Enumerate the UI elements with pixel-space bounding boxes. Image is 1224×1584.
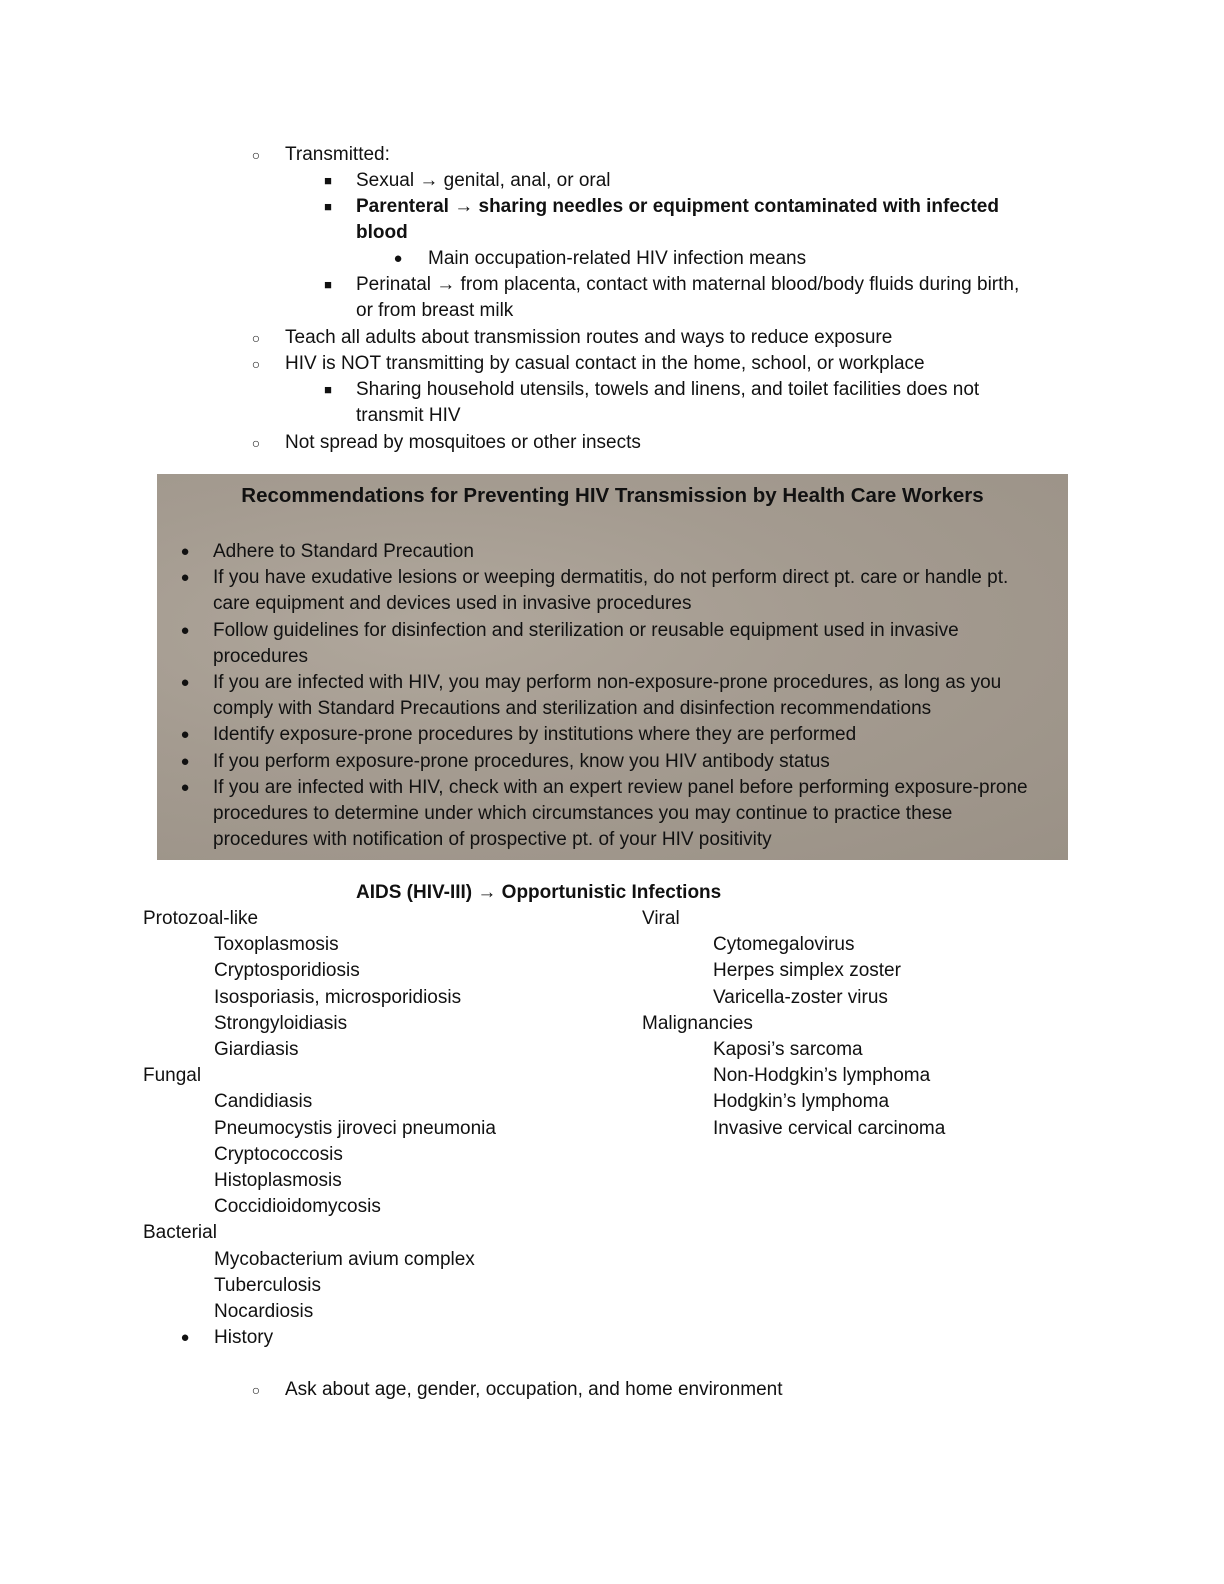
dot-bullet-icon: ● [180, 778, 190, 796]
circle-bullet-icon: ○ [251, 1382, 261, 1398]
recommendation-item: Identify exposure-prone procedures by institutions where they are performed [213, 724, 857, 746]
infection-item: Varicella-zoster virus [713, 986, 888, 1008]
infection-item: Cytomegalovirus [713, 934, 855, 956]
infection-item: Herpes simplex zoster [713, 960, 901, 982]
infection-item: Cryptosporidiosis [214, 960, 360, 982]
recommendation-item: If you have exudative lesions or weeping dermatitis, do not perform direct pt. care or handle pt. [213, 567, 1009, 589]
infection-item: Tuberculosis [214, 1274, 322, 1296]
infection-item: Hodgkin’s lymphoma [713, 1091, 890, 1113]
history-label: History [214, 1327, 274, 1348]
dot-bullet-icon: ● [180, 726, 190, 744]
recommendation-item: If you are infected with HIV, check with an expert review panel before performing exposure-prone [213, 776, 1028, 798]
transmitted-label: Transmitted: [285, 144, 390, 165]
infection-item: Histoplasmosis [214, 1170, 342, 1191]
infection-item: Toxoplasmosis [214, 934, 339, 956]
recommendations-box [157, 474, 1068, 860]
infection-item: Isosporiasis, microsporidiosis [214, 986, 462, 1008]
recommendation-item: If you are infected with HIV, you may perform non-exposure-prone procedures, as long as you [213, 672, 1002, 693]
infection-item: Strongyloidiasis [214, 1012, 348, 1034]
parenteral-transmission-line1: Parenteral → sharing needles or equipment contaminated with infected [356, 196, 999, 217]
infection-item: Non-Hodgkin’s lymphoma [713, 1065, 931, 1087]
square-bullet-icon: ■ [324, 199, 332, 214]
dot-bullet-icon: ● [393, 250, 403, 267]
infection-item: Mycobacterium avium complex [214, 1248, 475, 1270]
square-bullet-icon: ■ [324, 173, 332, 188]
infection-item: Cryptococcosis [214, 1143, 343, 1165]
square-bullet-icon: ■ [324, 277, 332, 292]
infection-category: Viral [642, 908, 680, 929]
sexual-transmission: Sexual → genital, anal, or oral [356, 170, 611, 191]
recommendation-item: procedures [213, 645, 309, 667]
recommendation-item: Follow guidelines for disinfection and sterilization or reusable equipment used in invasive [213, 619, 959, 641]
infection-category: Fungal [143, 1065, 202, 1087]
infection-item: Coccidioidomycosis [214, 1196, 381, 1218]
dot-bullet-icon: ● [180, 1329, 190, 1346]
dot-bullet-icon: ● [180, 674, 190, 691]
recommendation-item: comply with Standard Precautions and sterilization and disinfection recommendations [213, 698, 932, 720]
recommendation-item: If you perform exposure-prone procedures, know you HIV antibody status [213, 750, 830, 772]
not-casual-contact: HIV is NOT transmitting by casual contact in the home, school, or workplace [285, 353, 925, 374]
history-ask: Ask about age, gender, occupation, and home environment [285, 1379, 783, 1400]
recommendations-title: Recommendations for Preventing HIV Transmission by Health Care Workers [241, 484, 984, 507]
dot-bullet-icon: ● [180, 752, 190, 770]
circle-bullet-icon: ○ [251, 435, 261, 451]
infection-category: Bacterial [143, 1222, 217, 1244]
not-mosquitoes: Not spread by mosquitoes or other insects [285, 432, 641, 453]
circle-bullet-icon: ○ [251, 147, 261, 163]
infection-item: Invasive cervical carcinoma [713, 1117, 946, 1139]
infection-category: Malignancies [642, 1012, 753, 1034]
dot-bullet-icon: ● [180, 621, 190, 639]
recommendation-item: procedures with notification of prospective pt. of your HIV positivity [213, 829, 772, 851]
sharing-utensils-line2: transmit HIV [356, 405, 461, 426]
dot-bullet-icon: ● [180, 543, 190, 560]
recommendation-item: care equipment and devices used in invasive procedures [213, 593, 692, 615]
infection-item: Giardiasis [214, 1039, 299, 1060]
perinatal-transmission-line1: Perinatal → from placenta, contact with maternal blood/body fluids during birth, [356, 274, 1020, 295]
infection-category: Protozoal-like [143, 908, 259, 929]
circle-bullet-icon: ○ [251, 356, 261, 372]
occupation-note: Main occupation-related HIV infection means [428, 248, 807, 269]
infection-item: Nocardiosis [214, 1301, 314, 1322]
teach-adults: Teach all adults about transmission routes and ways to reduce exposure [285, 327, 893, 348]
infection-item: Candidiasis [214, 1091, 313, 1113]
dot-bullet-icon: ● [180, 569, 190, 587]
parenteral-transmission-line2: blood [356, 222, 408, 243]
aids-heading: AIDS (HIV-III) → Opportunistic Infections [356, 882, 722, 903]
circle-bullet-icon: ○ [251, 330, 261, 346]
infection-item: Kaposi’s sarcoma [713, 1039, 863, 1060]
recommendation-item: procedures to determine under which circumstances you may continue to practice these [213, 803, 953, 824]
perinatal-transmission-line2: or from breast milk [356, 300, 514, 321]
sharing-utensils-line1: Sharing household utensils, towels and linens, and toilet facilities does not [356, 379, 980, 400]
square-bullet-icon: ■ [324, 382, 332, 397]
recommendation-item: Adhere to Standard Precaution [213, 541, 474, 562]
infection-item: Pneumocystis jiroveci pneumonia [214, 1117, 496, 1139]
